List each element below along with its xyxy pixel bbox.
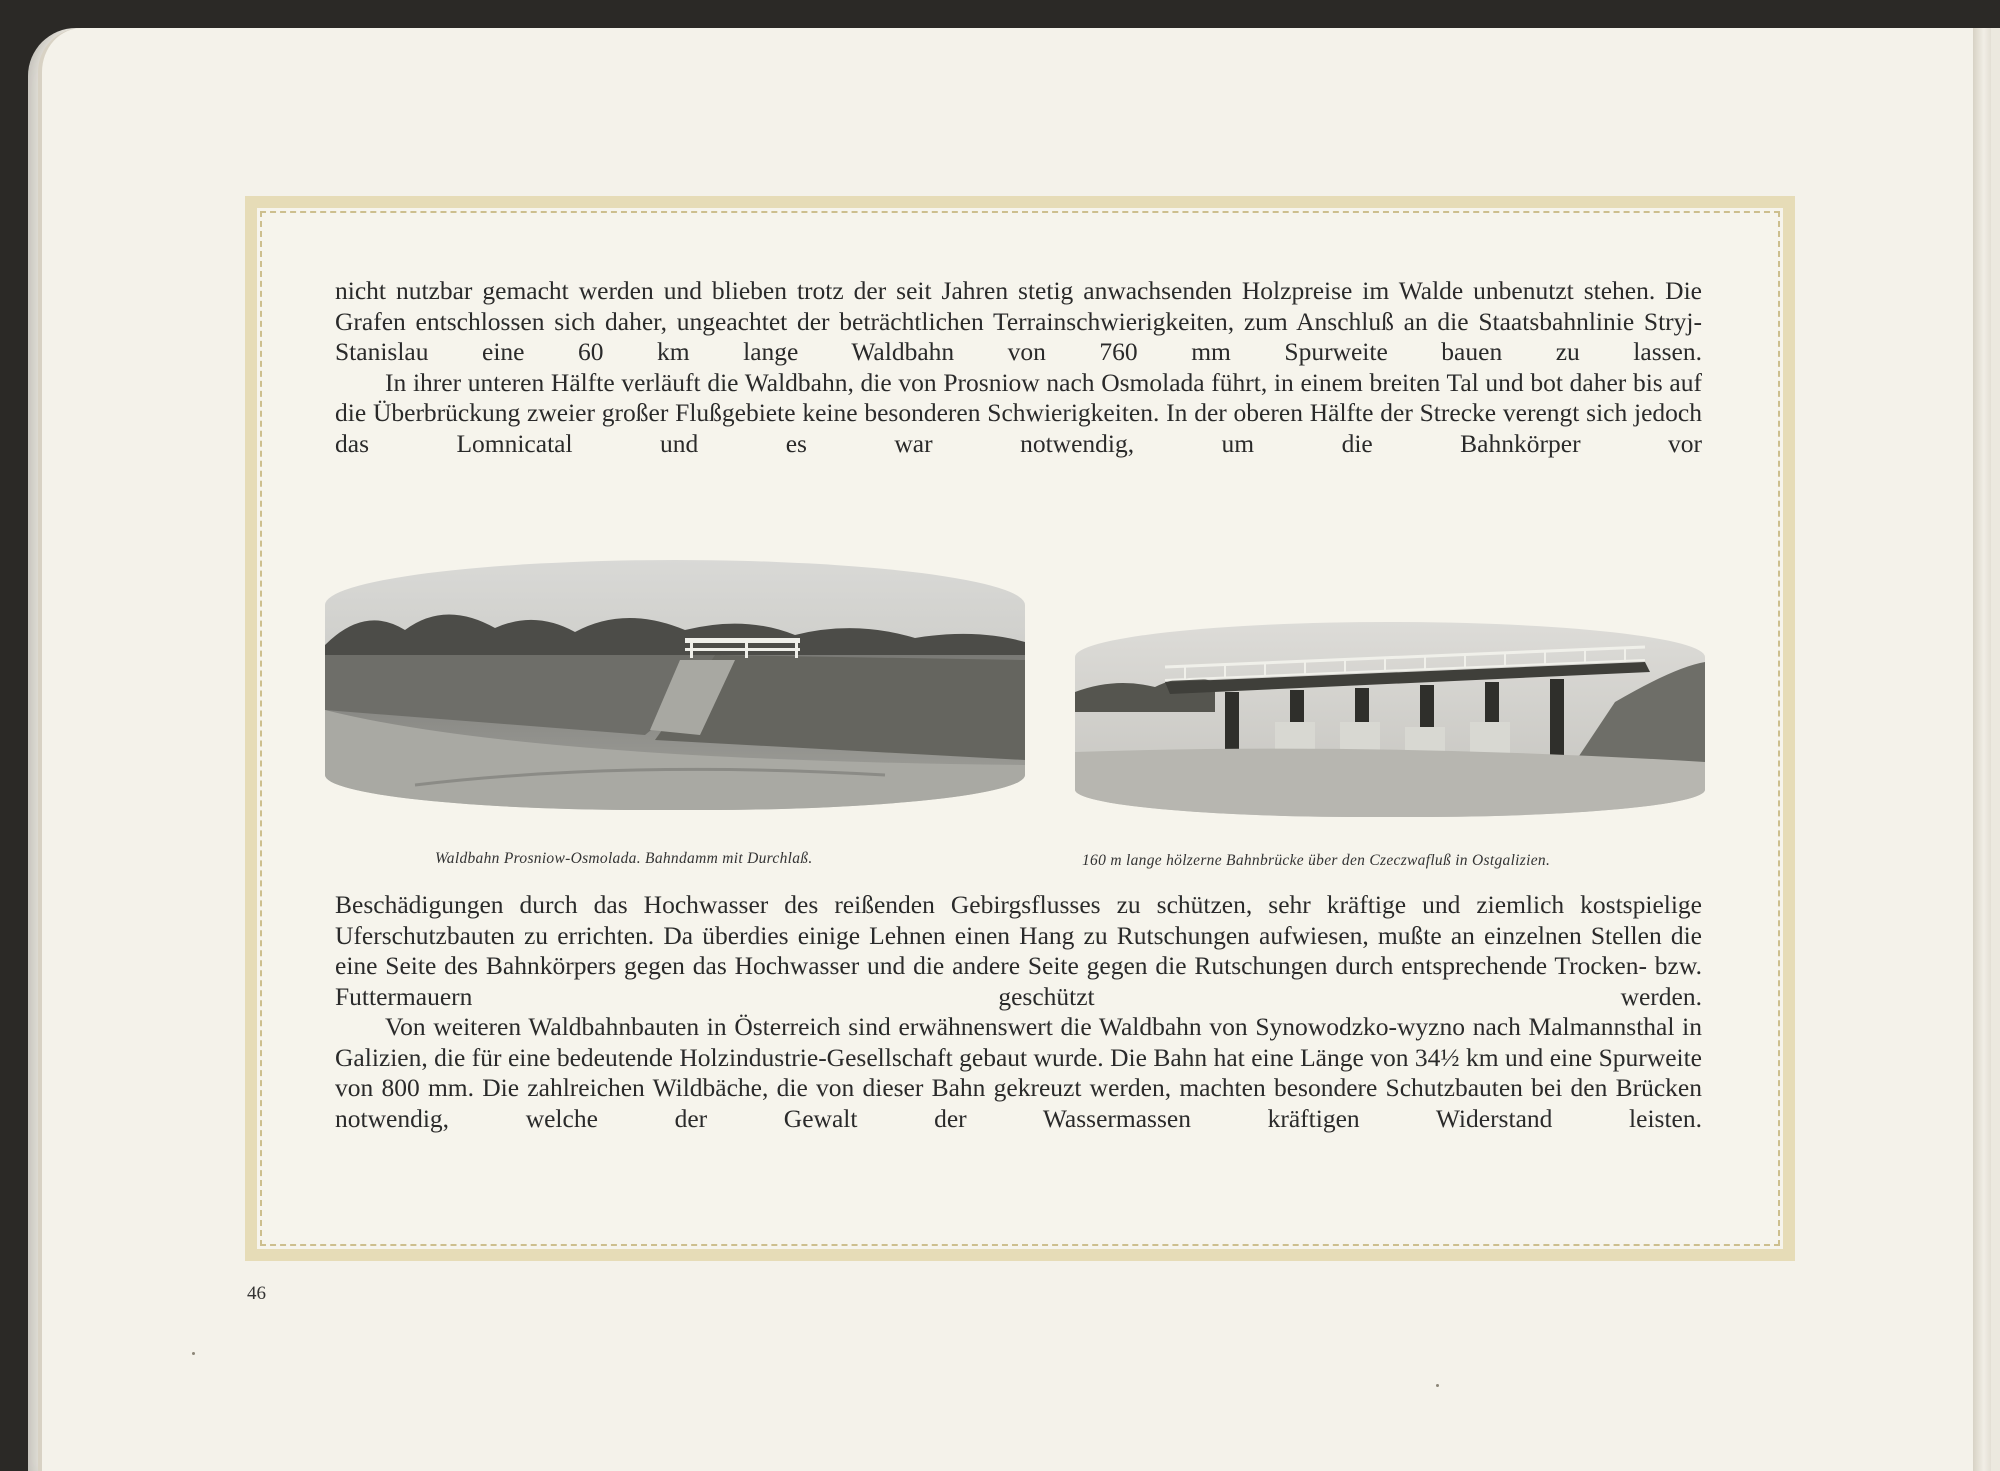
paragraph: Beschädigungen durch das Hochwasser des reißenden Gebirgsflusses zu schützen, sehr kräftige und ziemlich kostspielige Uferschutzbauten zu errichten. Da überdies einige Lehnen einen Hang zu Rutschungen aufwiesen, mußte an einzelnen Stellen die eine Seite des Bahnkörpers gegen das Hochwasser und die andere Seite gegen die Rutschungen durch entsprechende Trocken- bzw. Futtermauern geschützt werden. xyxy=(335,890,1702,1011)
paragraph: In ihrer unteren Hälfte verläuft die Waldbahn, die von Prosniow nach Osmolada führt, in einem breiten Tal und bot daher bis auf die Überbrückung zweier großer Flußgebiete keine besonderen Schwierigkeiten. In der oberen Hälfte der Strecke verengt sich jedoch das Lomnicatal und es war notwendig, um die Bahnkörper vor xyxy=(335,367,1702,458)
page-number: 46 xyxy=(247,1283,266,1304)
figure-caption: Waldbahn Prosniow-Osmolada. Bahndamm mit Durchlaß. xyxy=(435,850,813,867)
paper-speck xyxy=(1436,1384,1439,1387)
text-block-top xyxy=(335,276,1702,459)
paragraph: nicht nutzbar gemacht werden und blieben trotz der seit Jahren stetig anwachsenden Holzpreise im Walde unbenutzt stehen. Die Grafen entschlossen sich daher, ungeachtet der beträchtlichen Terrainschwierigkeiten, zum Anschluß an die Staatsbahnlinie Stryj-Stanislau eine 60 km lange Waldbahn von 760 mm Spurweite bauen zu lassen. xyxy=(335,276,1702,366)
figure-caption: 160 m lange hölzerne Bahnbrücke über den Czeczwafluß in Ostgalizien. xyxy=(1082,852,1551,869)
photo-wooden-bridge xyxy=(1075,622,1705,817)
photo-embankment-culvert xyxy=(325,560,1025,810)
right-page-edge xyxy=(1991,28,2000,1471)
paragraph: Von weiteren Waldbahnbauten in Österreich sind erwähnenswert die Waldbahn von Synowodzko-wyzno nach Malmannsthal in Galizien, die für eine bedeutende Holzindustrie-Gesellschaft gebaut wurde. Die Bahn hat eine Länge von 34½ km und eine Spurweite von 800 mm. Die zahlreichen Wildbäche, die von dieser Bahn gekreuzt werden, machten besondere Schutzbauten bei den Brücken notwendig, welche der Gewalt der Wassermassen kräftigen Widerstand leisten. xyxy=(335,1012,1702,1133)
book-gutter xyxy=(1973,28,1991,1471)
paper-speck xyxy=(192,1352,195,1355)
text-block-bottom xyxy=(335,890,1702,1134)
